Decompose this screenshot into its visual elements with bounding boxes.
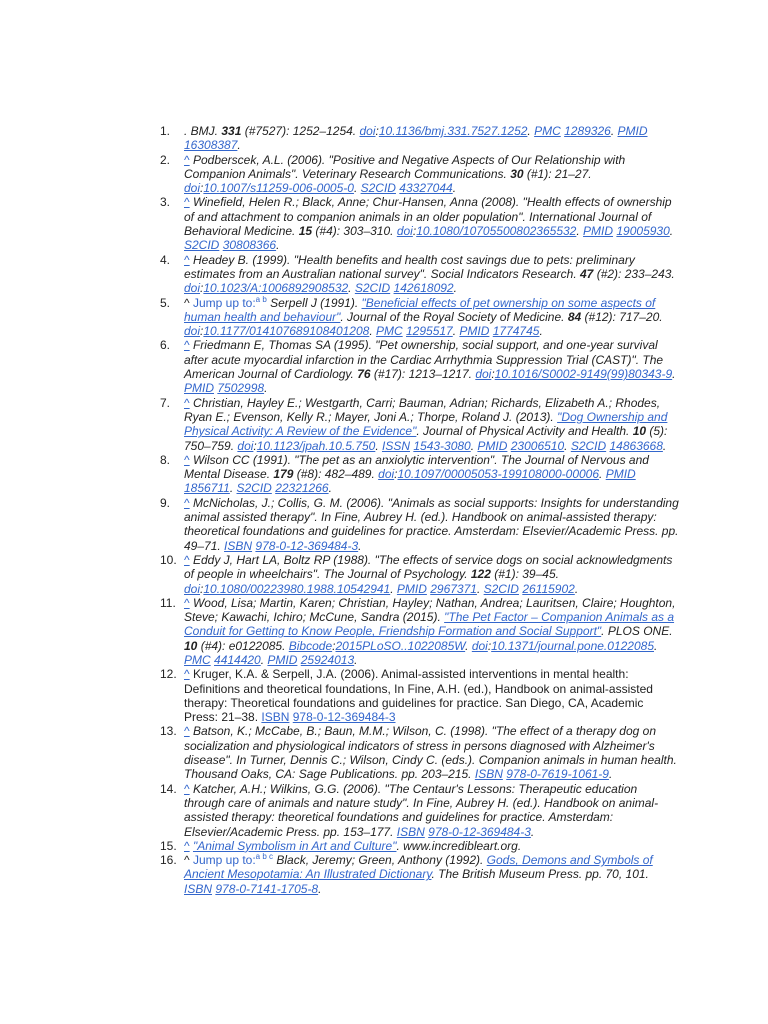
- reference-item: [160, 124, 680, 153]
- citation-text: .: [608, 767, 613, 782]
- citation-text: .: [465, 638, 472, 653]
- citation-text: .: [574, 581, 579, 596]
- reference-link[interactable]: doi: [471, 638, 488, 653]
- citation-text: (#12): 717–20.: [581, 309, 663, 324]
- citation-text: (#1): 21–27.: [523, 166, 592, 181]
- reference-text: [184, 453, 680, 496]
- reference-link[interactable]: ISBN: [396, 824, 425, 839]
- reference-link[interactable]: a b c: [255, 852, 274, 862]
- reference-link[interactable]: doi: [359, 124, 376, 138]
- reference-link[interactable]: "Beneficial effects of pet ownership on some aspects of human health and behaviour": [184, 295, 656, 324]
- reference-number: 3.: [160, 195, 171, 210]
- reference-link[interactable]: ISBN: [261, 710, 290, 725]
- citation-text: (#4): 303–310.: [312, 224, 397, 239]
- citation-text: . PLOS ONE.: [601, 624, 673, 639]
- citation-text: .: [354, 652, 358, 667]
- reference-link[interactable]: 16308387: [184, 138, 238, 153]
- volume-number: 179: [273, 467, 294, 482]
- citation-text: .: [264, 381, 268, 396]
- reference-link[interactable]: Gods, Demons and Symbols of Ancient Mesopotamia: An Illustrated Dictionary: [184, 853, 653, 882]
- reference-item: [160, 667, 680, 724]
- citation-text: .: [662, 438, 667, 453]
- reference-link[interactable]: 142618092: [393, 281, 454, 296]
- reference-link[interactable]: S2CID: [570, 438, 607, 453]
- reference-number: 7.: [160, 395, 171, 410]
- reference-link[interactable]: 23006510: [510, 438, 565, 453]
- reference-text: [184, 253, 680, 296]
- citation-text: Batson, K.; McCabe, B.; Baun, M.M.; Wilson, C. (1998). "The effect of a therapy dog on socialization and physiological indicators of stress in persons diagnosed with Alzheimer's disease". In Turner, Dennis C.; Wilson, Cindy C. (eds.). Companion animals in human health. Thousand Oaks, CA: Sage Publications. pp. 203–215.: [184, 724, 677, 782]
- citation-text: Black, Jeremy; Green, Anthony (1992).: [273, 853, 487, 868]
- citation-text: .: [375, 438, 382, 453]
- volume-number: 10: [632, 424, 647, 439]
- reference-text: [184, 839, 680, 853]
- citation-text: .: [564, 438, 571, 453]
- backlink-caret[interactable]: ^: [184, 152, 190, 167]
- reference-number: 12.: [160, 667, 177, 682]
- volume-number: 47: [580, 266, 594, 281]
- reference-text: [184, 124, 680, 153]
- citation-text: :: [375, 124, 379, 138]
- citation-text: . Journal of Physical Activity and Health.: [416, 424, 633, 439]
- reference-link[interactable]: PMID: [459, 324, 490, 339]
- reference-number: 13.: [160, 724, 177, 739]
- citation-text: .: [229, 481, 237, 496]
- reference-link[interactable]: doi: [378, 467, 395, 482]
- citation-text: ^: [184, 853, 193, 868]
- volume-number: 331: [221, 124, 242, 138]
- backlink-caret[interactable]: ^: [184, 452, 190, 467]
- reference-link[interactable]: 10.1016/S0002-9149(99)80343-9: [494, 367, 673, 382]
- citation-text: .: [599, 467, 606, 482]
- citation-text: :: [200, 581, 204, 596]
- reference-number: 1.: [160, 124, 171, 138]
- reference-link[interactable]: 10.1123/jpah.10.5.750: [256, 438, 376, 453]
- reference-text: [184, 553, 680, 596]
- citation-text: .: [453, 281, 457, 296]
- backlink-caret[interactable]: ^: [184, 667, 190, 682]
- reference-link[interactable]: doi: [184, 281, 201, 296]
- reference-link[interactable]: PMID: [396, 581, 427, 596]
- reference-link[interactable]: ISBN: [474, 767, 503, 782]
- reference-link[interactable]: 10.1136/bmj.331.7527.1252: [378, 124, 528, 138]
- citation-text: .: [260, 652, 268, 667]
- reference-list: [160, 124, 680, 896]
- reference-link[interactable]: PMID: [477, 438, 508, 453]
- reference-link[interactable]: PMID: [184, 381, 214, 396]
- citation-text: :: [332, 638, 336, 653]
- reference-number: 11.: [160, 595, 176, 610]
- reference-link[interactable]: ISBN: [184, 881, 213, 896]
- reference-link[interactable]: S2CID: [360, 181, 396, 196]
- citation-text: .: [358, 538, 362, 553]
- reference-link[interactable]: PMC: [375, 324, 403, 339]
- citation-text: :: [394, 467, 398, 482]
- citation-text: (#8): 482–489.: [293, 467, 379, 482]
- reference-link[interactable]: S2CID: [354, 281, 391, 296]
- citation-text: McNicholas, J.; Collis, G. M. (2006). "Animals as social supports: Insights for understanding animal assisted therapy". In Fine, Aubrey H. (ed.). Handbook on animal-assisted therapy: theoretical foundations and guidelines for practice. Amsterdam: Elsevier/Academic Press. pp. 49–71.: [184, 495, 679, 553]
- reference-link[interactable]: 978-0-7619-1061-9: [506, 767, 609, 782]
- reference-link[interactable]: 10.1177/014107689108401208: [203, 324, 370, 339]
- reference-link[interactable]: 2015PLoSO..1022085W: [335, 638, 466, 653]
- reference-text: [184, 153, 680, 196]
- reference-link[interactable]: a b: [255, 294, 267, 304]
- citation-text: (#7527): 1252–1254.: [241, 124, 360, 138]
- reference-link[interactable]: 10.1080/10705500802365532: [416, 224, 577, 239]
- citation-text: .: [353, 181, 361, 196]
- reference-link[interactable]: 25924013: [300, 652, 355, 667]
- reference-link[interactable]: doi: [396, 224, 413, 239]
- citation-text: :: [412, 224, 417, 239]
- citation-text: (#4): e0122085.: [197, 638, 289, 653]
- reference-item: [160, 839, 680, 853]
- reference-text: [184, 853, 680, 896]
- reference-item: [160, 553, 680, 596]
- citation-text: Winefield, Helen R.; Black, Anne; Chur-Hansen, Anna (2008). "Health effects of ownership of and attachment to companion animals in an older population". International Journal of Behavioral Medicine.: [184, 195, 672, 239]
- reference-link[interactable]: 10.1371/journal.pone.0122085: [491, 638, 654, 653]
- citation-text: (5): 750–759.: [184, 424, 668, 453]
- reference-link[interactable]: Jump up to:: [192, 853, 256, 868]
- backlink-caret[interactable]: ^: [184, 552, 190, 567]
- backlink-caret[interactable]: ^: [184, 252, 190, 267]
- citation-text: Headey B. (1999). "Health benefits and health cost savings due to pets: preliminary estimates from an Australian national survey". Social Indicators Research.: [184, 252, 635, 281]
- reference-item: [160, 195, 680, 252]
- citation-text: .: [654, 638, 658, 653]
- reference-link[interactable]: doi: [475, 367, 492, 382]
- reference-link[interactable]: S2CID: [184, 238, 220, 253]
- volume-number: 15: [298, 224, 313, 239]
- citation-text: .: [669, 224, 674, 239]
- reference-link[interactable]: 19005930: [616, 224, 670, 239]
- reference-link[interactable]: 10.1007/s11259-006-0005-0: [203, 181, 354, 196]
- reference-link[interactable]: "Animal Symbolism in Art and Culture": [192, 838, 397, 853]
- reference-link[interactable]: doi: [237, 438, 254, 453]
- citation-text: Podberscek, A.L. (2006). "Positive and Negative Aspects of Our Relationship with Companion Animals". Veterinary Research Communications.: [184, 152, 626, 181]
- reference-link[interactable]: PMID: [583, 224, 614, 239]
- reference-item: [160, 253, 680, 296]
- citation-text: Kruger, K.A. & Serpell, J.A. (2006). Animal-assisted interventions in mental health: Definitions and theoretical foundations, In Fine, A.H. (ed.), Handbook on animal-assisted therapy: Theoretical foundations and guidelines for practice. San Diego, CA, Academic Press: 21–38.: [184, 667, 653, 725]
- citation-text: Wilson CC (1991). "The pet as an anxiolytic intervention". The Journal of Nervous and Mental Disease.: [184, 452, 649, 482]
- reference-link[interactable]: 4414420: [214, 652, 261, 667]
- reference-link[interactable]: ISBN: [224, 538, 253, 553]
- citation-text: .: [672, 367, 676, 382]
- reference-link[interactable]: 978-0-12-369484-3: [292, 710, 396, 725]
- reference-link[interactable]: Bibcode: [288, 638, 333, 653]
- reference-number: 6.: [160, 338, 171, 353]
- reference-item: [160, 782, 680, 839]
- reference-link[interactable]: PMC: [534, 124, 561, 138]
- citation-text: Wood, Lisa; Martin, Karen; Christian, Hayley; Nathan, Andrea; Lauritsen, Claire; Houghton, Steve; Kawachi, Ichiro; McCune, Sandra (2015).: [184, 595, 676, 625]
- reference-link[interactable]: 1295517: [406, 324, 453, 339]
- reference-text: [184, 195, 680, 252]
- volume-number: 122: [470, 567, 491, 582]
- reference-text: [184, 782, 680, 839]
- citation-text: . Journal of the Royal Society of Medicine.: [340, 309, 568, 324]
- citation-text: .: [237, 138, 241, 153]
- reference-number: 2.: [160, 152, 171, 167]
- reference-text: [184, 296, 680, 339]
- reference-link[interactable]: 14863668: [609, 438, 663, 453]
- reference-link[interactable]: 978-0-12-369484-3: [255, 538, 359, 553]
- reference-link[interactable]: ISSN: [381, 438, 410, 453]
- citation-text: .: [470, 438, 478, 453]
- citation-text: (#1): 39–45.: [490, 567, 559, 582]
- reference-link[interactable]: "Dog Ownership and Physical Activity: A Review of the Evidence": [184, 409, 668, 439]
- citation-text: Katcher, A.H.; Wilkins, G.G. (2006). "The Centaur's Lessons: Therapeutic education through care of animals and nature study". In Fine, Aubrey H. (ed.). Handbook on animal-assisted therapy: theoretical foundations and guidelines for practice. Amsterdam: Elsevier/Academic Press. pp. 153–177.: [184, 781, 659, 839]
- backlink-caret[interactable]: ^: [184, 781, 190, 796]
- citation-text: .: [369, 324, 376, 339]
- reference-text: [184, 496, 680, 553]
- reference-link[interactable]: doi: [184, 324, 201, 339]
- volume-number: 10: [184, 638, 198, 653]
- citation-text: .: [328, 481, 332, 496]
- reference-link[interactable]: Jump up to:: [192, 295, 256, 310]
- reference-link[interactable]: doi: [184, 581, 201, 596]
- backlink-caret[interactable]: ^: [184, 395, 190, 410]
- reference-text: [184, 338, 680, 395]
- citation-text: :: [253, 438, 257, 453]
- citation-text: .: [576, 224, 584, 239]
- reference-text: [184, 667, 680, 724]
- reference-item: [160, 396, 680, 453]
- citation-text: (#2): 233–243.: [593, 266, 675, 281]
- reference-link[interactable]: 2967371: [430, 581, 477, 596]
- reference-number: 14.: [160, 781, 177, 796]
- reference-link[interactable]: PMID: [605, 467, 636, 482]
- volume-number: 84: [567, 309, 582, 324]
- citation-text: .: [476, 581, 484, 596]
- citation-text: Christian, Hayley E.; Westgarth, Carri; Bauman, Adrian; Richards, Elizabeth A.; Rhodes, Ryan E.; Evenson, Kelly R.; Mayer, Joni A.; Thorpe, Roland J. (2013).: [184, 395, 661, 424]
- reference-link[interactable]: 10.1023/A:1006892908532: [203, 281, 349, 296]
- reference-link[interactable]: 978-0-7141-1705-8: [215, 881, 319, 896]
- reference-link[interactable]: 10.1080/00223980.1988.10542941: [203, 581, 391, 596]
- citation-text: :: [200, 181, 204, 196]
- reference-link[interactable]: 26115902: [522, 581, 575, 596]
- citation-text: .: [276, 238, 280, 253]
- citation-text: ^: [184, 295, 193, 310]
- citation-text: Friedmann E, Thomas SA (1995). "Pet ownership, social support, and one-year survival after acute myocardial infarction in the Cardiac Arrhythmia Suppression Trial (CAST)". The American Journal of Cardiology.: [184, 338, 664, 382]
- reference-text: [184, 724, 680, 781]
- citation-text: :: [200, 324, 204, 339]
- citation-text: .: [318, 881, 322, 896]
- reference-link[interactable]: S2CID: [483, 581, 519, 596]
- citation-text: . www.incredibleart.org.: [396, 838, 522, 853]
- citation-text: .: [452, 324, 460, 339]
- reference-link[interactable]: doi: [184, 181, 201, 196]
- reference-number: 10.: [160, 552, 177, 567]
- citation-text: Serpell J (1991).: [266, 295, 362, 310]
- citation-text: .: [527, 124, 535, 138]
- reference-link[interactable]: PMC: [184, 652, 211, 667]
- volume-number: 76: [357, 367, 371, 382]
- citation-text: :: [487, 638, 492, 653]
- reference-link[interactable]: "The Pet Factor – Companion Animals as a Conduit for Getting to Know People, Friendship Formation and Social Support": [184, 610, 675, 639]
- reference-item: [160, 153, 680, 196]
- citation-text: .: [530, 824, 535, 839]
- citation-text: .: [348, 281, 355, 296]
- citation-text: . The British Museum Press. pp. 70, 101.: [431, 867, 649, 882]
- reference-number: 4.: [160, 252, 171, 267]
- reference-item: [160, 596, 680, 667]
- reference-link[interactable]: 1289326: [564, 124, 611, 138]
- reference-link[interactable]: 30808366: [222, 238, 277, 253]
- reference-item: [160, 853, 680, 896]
- reference-item: [160, 496, 680, 553]
- reference-item: [160, 724, 680, 781]
- reference-number: 5.: [160, 295, 171, 310]
- reference-link[interactable]: S2CID: [236, 481, 272, 496]
- reference-link[interactable]: 22321266: [275, 481, 329, 496]
- reference-text: [184, 596, 680, 667]
- reference-link[interactable]: 978-0-12-369484-3: [428, 824, 531, 839]
- reference-link[interactable]: 1774745: [492, 324, 540, 339]
- reference-item: [160, 338, 680, 395]
- reference-number: 15.: [160, 838, 177, 853]
- reference-link[interactable]: PMID: [267, 652, 298, 667]
- reference-number: 8.: [160, 452, 171, 467]
- reference-link[interactable]: 1856711: [184, 481, 230, 496]
- reference-number: 16.: [160, 853, 177, 868]
- backlink-caret[interactable]: ^: [184, 495, 190, 510]
- backlink-caret[interactable]: ^: [184, 724, 190, 739]
- backlink-caret[interactable]: ^: [184, 338, 190, 353]
- backlink-caret[interactable]: ^: [184, 838, 190, 853]
- citation-text: .: [539, 324, 543, 339]
- reference-text: [184, 396, 680, 453]
- volume-number: 30: [510, 166, 524, 181]
- reference-item: [160, 453, 680, 496]
- citation-text: Eddy J, Hart LA, Boltz RP (1988). "The effects of service dogs on social acknowledgments of people in wheelchairs". The Journal of Psychology.: [184, 552, 673, 582]
- citation-text: .: [610, 124, 618, 138]
- reference-item: [160, 296, 680, 339]
- reference-number: 9.: [160, 495, 171, 510]
- citation-text: . BMJ.: [184, 124, 222, 138]
- backlink-caret[interactable]: ^: [184, 195, 190, 210]
- citation-text: .: [452, 181, 457, 196]
- citation-text: :: [491, 367, 495, 382]
- reference-link[interactable]: 1543-3080: [413, 438, 471, 453]
- reference-link[interactable]: 7502998: [217, 381, 265, 396]
- citation-text: .: [390, 581, 397, 596]
- reference-link[interactable]: 10.1097/00005053-199108000-00006: [397, 467, 600, 482]
- backlink-caret[interactable]: ^: [184, 595, 190, 610]
- citation-text: (#17): 1213–1217.: [370, 367, 476, 382]
- reference-link[interactable]: 43327044: [399, 181, 453, 196]
- citation-text: :: [200, 281, 204, 296]
- reference-link[interactable]: PMID: [617, 124, 648, 138]
